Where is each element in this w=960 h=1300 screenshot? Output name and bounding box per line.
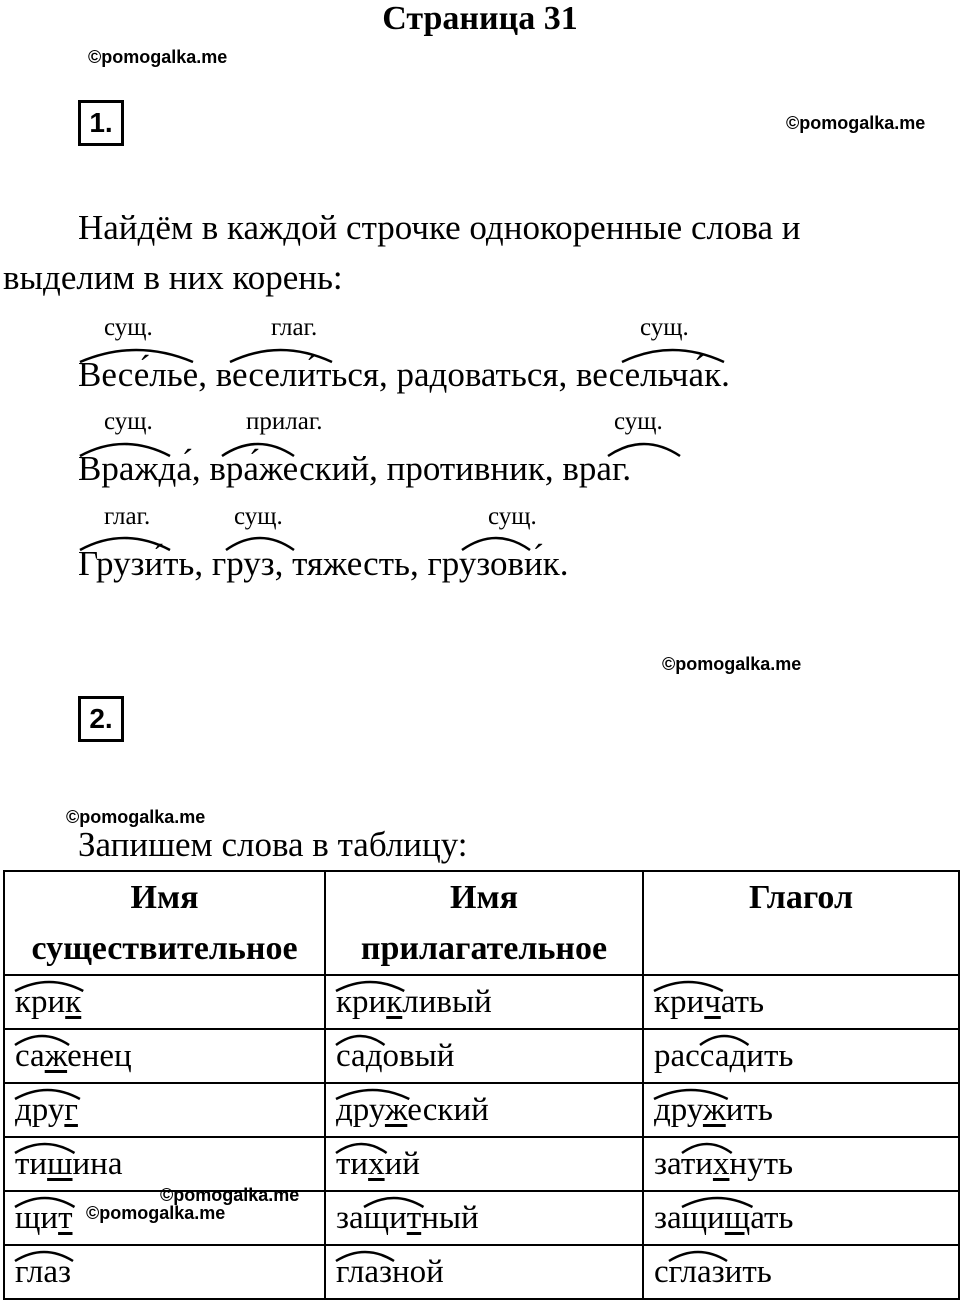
root-arc bbox=[334, 1139, 389, 1155]
word: крикливый bbox=[336, 984, 492, 1020]
word-row: Весе́лье, весели́ться, радоваться, весельча́к. bbox=[78, 355, 730, 394]
table-header-row bbox=[4, 871, 959, 975]
alternating-letter: к bbox=[386, 984, 403, 1020]
word-cell-verb bbox=[643, 975, 959, 1029]
alternating-letter: х bbox=[712, 1146, 730, 1182]
word: глаз bbox=[15, 1254, 72, 1290]
root-arc bbox=[13, 1031, 71, 1047]
word: сглазить bbox=[654, 1254, 772, 1290]
watermark: ©pomogalka.me bbox=[66, 807, 206, 827]
word-cell-adj bbox=[325, 975, 643, 1029]
pos-label: глаг. bbox=[104, 503, 151, 530]
root-arc bbox=[680, 1139, 734, 1155]
task-1-number: 1. bbox=[78, 100, 124, 146]
root-arc bbox=[13, 1193, 77, 1209]
watermark: ©pomogalka.me bbox=[662, 654, 802, 674]
word: затихнуть bbox=[654, 1146, 794, 1182]
word: глазной bbox=[336, 1254, 444, 1290]
table-row bbox=[4, 1083, 959, 1137]
word-cell-adj bbox=[325, 1137, 643, 1191]
alternating-letter: ш bbox=[47, 1146, 73, 1182]
header-adjective: Имя прилагательное bbox=[325, 871, 643, 975]
pos-label: глаг. bbox=[271, 314, 318, 341]
word-cell-adj bbox=[325, 1029, 643, 1083]
root-arc bbox=[13, 977, 85, 993]
word: крик bbox=[15, 984, 82, 1020]
pos-label: сущ. bbox=[104, 314, 153, 341]
word: тишина bbox=[15, 1146, 123, 1182]
alternating-letter: х bbox=[368, 1146, 385, 1182]
word-cell-verb bbox=[643, 1191, 959, 1245]
alternating-letter: д bbox=[365, 1038, 383, 1074]
page-title: Страница 31 bbox=[382, 0, 578, 37]
word: защитный bbox=[336, 1200, 479, 1236]
word: друг bbox=[15, 1092, 78, 1128]
word-cell-adj bbox=[325, 1191, 643, 1245]
word-cell-adj bbox=[325, 1083, 643, 1137]
root-arc bbox=[13, 1085, 82, 1101]
word: саженец bbox=[15, 1038, 132, 1074]
word-cell-noun bbox=[4, 1137, 325, 1191]
word: дружить bbox=[654, 1092, 773, 1128]
task-1-intro-line2: выделим в них корень: bbox=[3, 258, 343, 297]
word-cell-verb bbox=[643, 1245, 959, 1299]
words-table bbox=[3, 870, 960, 1300]
root-arc bbox=[667, 1247, 729, 1263]
word-cell-adj bbox=[325, 1245, 643, 1299]
word: кричать bbox=[654, 984, 765, 1020]
table-row bbox=[4, 1029, 959, 1083]
word: рассадить bbox=[654, 1038, 794, 1074]
root-arc bbox=[652, 977, 725, 993]
word-cell-noun bbox=[4, 1245, 325, 1299]
watermark: ©pomogalka.me bbox=[160, 1185, 300, 1205]
alternating-letter: ч bbox=[704, 984, 721, 1020]
word-cell-verb bbox=[643, 1083, 959, 1137]
pos-label: сущ. bbox=[104, 408, 153, 435]
word-cell-verb bbox=[643, 1029, 959, 1083]
word: садовый bbox=[336, 1038, 455, 1074]
alternating-letter: ж bbox=[702, 1092, 726, 1128]
root-arc bbox=[698, 1031, 751, 1047]
root-arc bbox=[362, 1193, 426, 1209]
header-verb: Глагол bbox=[643, 871, 959, 975]
watermark: ©pomogalka.me bbox=[86, 1203, 226, 1223]
pos-label: прилаг. bbox=[246, 408, 323, 435]
word-row: Вражда́, вра́жеский, противник, враг. bbox=[78, 449, 632, 488]
table-row bbox=[4, 975, 959, 1029]
alternating-letter: ж bbox=[384, 1092, 408, 1128]
task-1-intro-line1: Найдём в каждой строчке однокоренные слова и bbox=[78, 208, 801, 247]
alternating-letter: г bbox=[64, 1092, 78, 1128]
alternating-letter: д bbox=[729, 1038, 747, 1074]
word-cell-noun bbox=[4, 1029, 325, 1083]
pos-label: сущ. bbox=[640, 314, 689, 341]
word-cell-verb bbox=[643, 1137, 959, 1191]
word: тихий bbox=[336, 1146, 420, 1182]
word: дружеский bbox=[336, 1092, 489, 1128]
table-row bbox=[4, 1245, 959, 1299]
root-arc bbox=[652, 1085, 730, 1101]
root-arc bbox=[13, 1247, 75, 1263]
word-cell-noun bbox=[4, 1083, 325, 1137]
word: защищать bbox=[654, 1200, 794, 1236]
alternating-letter: т bbox=[406, 1200, 422, 1236]
root-arc bbox=[334, 1085, 411, 1101]
header-noun: Имя существительное bbox=[4, 871, 325, 975]
table-row bbox=[4, 1137, 959, 1191]
root-arc bbox=[680, 1193, 755, 1209]
alternating-letter: т bbox=[58, 1200, 73, 1236]
task-2-intro: Запишем слова в таблицу: bbox=[78, 825, 468, 864]
alternating-letter: к bbox=[65, 984, 82, 1020]
pos-label: сущ. bbox=[488, 503, 537, 530]
root-arc bbox=[334, 977, 406, 993]
alternating-letter: ж bbox=[44, 1038, 68, 1074]
watermark: ©pomogalka.me bbox=[88, 47, 228, 67]
word-cell-noun bbox=[4, 975, 325, 1029]
task-2-number: 2. bbox=[78, 696, 124, 742]
pos-label: сущ. bbox=[614, 408, 663, 435]
root-arc bbox=[13, 1139, 77, 1155]
pos-label: сущ. bbox=[234, 503, 283, 530]
word: щит bbox=[15, 1200, 73, 1236]
word-row: Грузи́ть, груз, тяжесть, грузови́к. bbox=[78, 544, 569, 583]
root-arc bbox=[334, 1031, 387, 1047]
alternating-letter: щ bbox=[724, 1200, 751, 1236]
watermark: ©pomogalka.me bbox=[786, 113, 926, 133]
root-arc bbox=[334, 1247, 396, 1263]
